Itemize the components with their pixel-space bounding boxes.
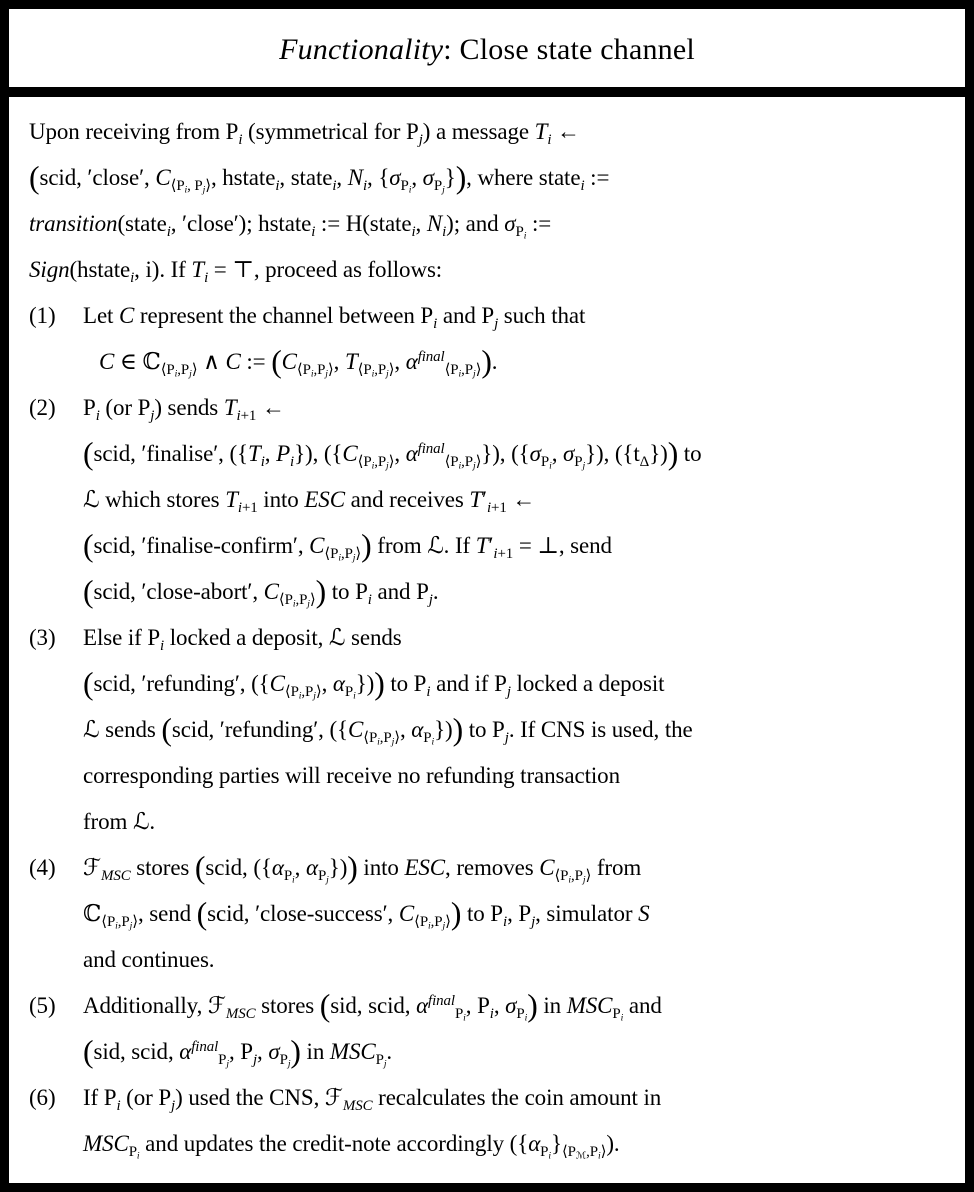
item-number: (2) [29,395,56,420]
item-continuation-line: and continues. [83,947,215,972]
item-continuation-line: (scid, ′finalise-confirm′, $C_{⟨P_i,P_j⟩}$) from ℒ. If $T'_{i+1}$ = ⊥, send [83,528,612,564]
title-rest: : Close state channel [443,33,695,66]
title-keyword: Functionality [279,33,444,66]
item-line [29,983,953,1029]
item-number: (1) [29,303,56,328]
item-continuation-line: C ∈ ℂ$_{⟨P_i,P_j⟩}$ ∧ C := ($C_{⟨P_i,P_j⟩}$, $T_{⟨P_i,P_j⟩}$, $\alpha^{final}_{⟨P_i,P_j⟩}$). [99,344,498,380]
intro-line: Upon receiving from $P_i$ (symmetrical for $P_j$) a message $T_i$ ← [29,119,580,148]
item-number: (5) [29,993,56,1018]
functionality-body [9,97,965,1167]
item-text: Else if $P_i$ locked a deposit, ℒ sends [83,625,402,654]
intro-line: Sign(hstate$_i$, i). If $T_i$ = ⊤, proceed as follows: [29,257,443,286]
intro-line: transition(state$_i$, ′close′); hstate$_i$ := H(state$_i$, $N_i$); and $\sigma_{P_i}$ := [29,211,552,242]
item-text: Additionally, ℱ$_{MSC}$ stores (sid, scid, $\alpha^{final}_{P_i}$, $P_i$, $\sigma_{P_i}$) in $MSC_{P_i}$ and [83,988,662,1024]
item-line [29,845,953,891]
item-number: (3) [29,625,56,650]
item-continuation-line: (scid, ′finalise′, ({$T_i$, $P_i$}), ({$C_{⟨P_i,P_j⟩}$, $\alpha^{final}_{⟨P_i,P_j⟩}$}), ({$\sigma_{P_i}$, $\sigma_{P_j}$}), $(\{t_\Delta\})$) to [83,436,702,472]
item-text: $P_i$ (or $P_j$) sends $T_{i+1}$ ← [83,395,285,424]
intro-line: (scid, ′close′, $C_{⟨P_i, P_j⟩}$, hstate$_i$, state$_i$, $N_i$, {$\sigma_{P_i}$, $\sigma_{P_j}$}), where state$_i$ := [29,160,610,196]
item-continuation-line: ℒ sends (scid, ′refunding′, ({$C_{⟨P_i,P_j⟩}$, $\alpha_{P_i}$})) to $P_j$. If CNS is used, the [83,712,693,748]
item-line [29,293,953,339]
item-line [29,1075,953,1121]
item-number: (4) [29,855,56,880]
item-continuation-line: (scid, ′close-abort′, $C_{⟨P_i,P_j⟩}$) to $P_i$ and $P_j$. [83,574,439,610]
item-text: Let C represent the channel between $P_i$ and $P_j$ such that [83,303,586,332]
item-line [29,615,953,661]
items-block [29,293,953,1167]
item-continuation-line: corresponding parties will receive no refunding transaction [83,763,620,788]
intro-block [29,109,953,293]
title-bar [9,9,965,97]
item-continuation-line: ℂ$_{⟨P_i,P_j⟩}$, send (scid, ′close-success′, $C_{⟨P_i,P_j⟩}$) to $P_i$, $P_j$, simulator S [83,896,650,932]
item-text: If $P_i$ (or $P_j$) used the CNS, ℱ$_{MSC}$ recalculates the coin amount in [83,1085,662,1114]
item-text: ℱ$_{MSC}$ stores (scid, ({$\alpha_{P_i}$, $\alpha_{P_j}$})) into ESC, removes $C_{⟨P_i,P_j⟩}$ from [83,850,642,886]
item-continuation-line: from ℒ. [83,809,156,834]
item-continuation-line: (sid, scid, $\alpha^{final}_{P_j}$, $P_j$, $\sigma_{P_j}$) in $MSC_{P_j}$. [83,1034,393,1070]
item-line [29,385,953,431]
item-number: (6) [29,1085,56,1110]
item-continuation-line: (scid, ′refunding′, ({$C_{⟨P_i,P_j⟩}$, $\alpha_{P_i}$})) to $P_i$ and if $P_j$ locked a deposit [83,666,665,702]
item-continuation-line: $MSC_{P_i}$ and updates the credit-note accordingly $(\{\alpha_{P_i}\}_{⟨P_ℳ,P_i⟩})$. [83,1131,620,1162]
item-continuation-line: ℒ which stores $T_{i+1}$ into ESC and receives $T'_{i+1}$ ← [83,487,536,516]
